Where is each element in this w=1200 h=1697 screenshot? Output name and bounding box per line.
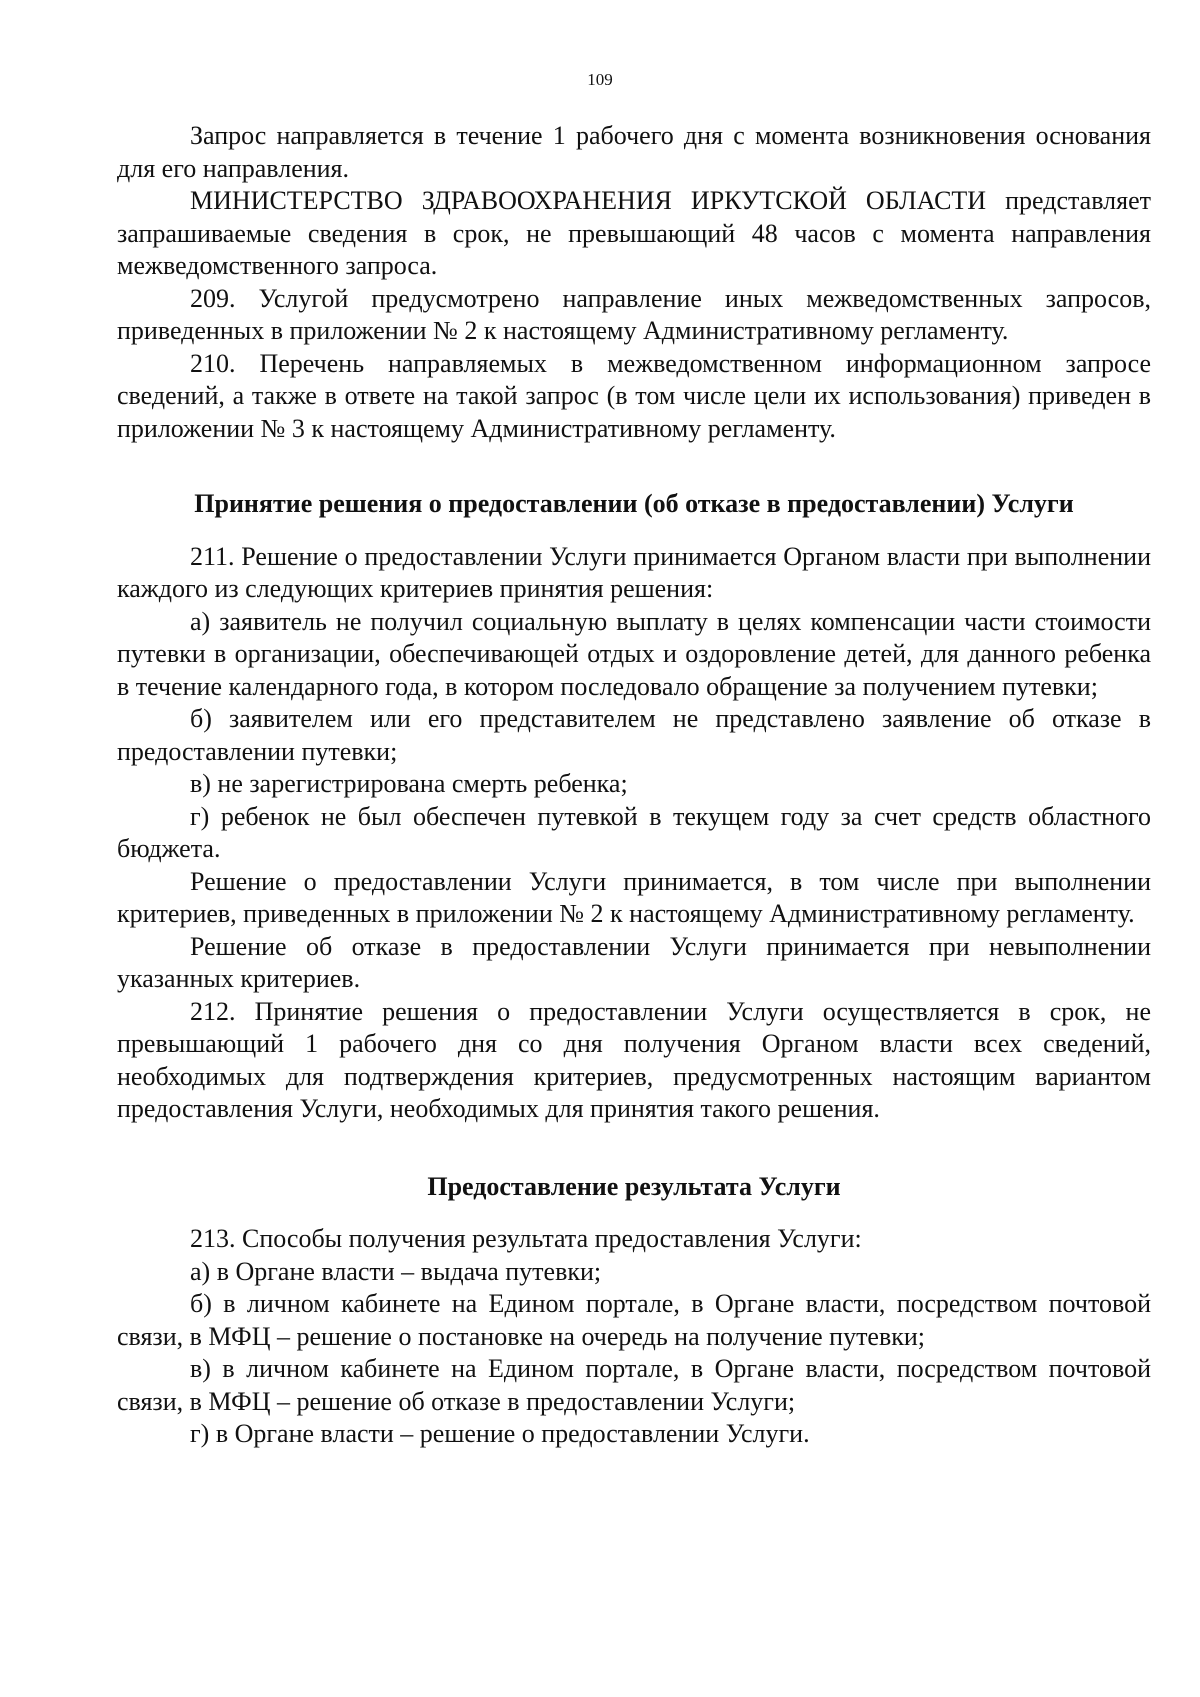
- section-heading: Принятие решения о предоставлении (об отказе в предоставлении) Услуги: [194, 489, 1074, 518]
- paragraph: а) в Органе власти – выдача путевки;: [190, 1256, 602, 1286]
- paragraph: г) ребенок не был обеспечен путевкой в текущем году за счет средств областного бюджета.: [117, 801, 1151, 863]
- spacer: [117, 521, 1151, 541]
- spacer: [117, 1126, 1151, 1171]
- paragraph: Решение о предоставлении Услуги принимается, в том числе при выполнении критериев, приведенных в приложении № 2 к настоящему Административному регламенту.: [117, 866, 1151, 928]
- paragraph: Решение об отказе в предоставлении Услуги принимается при невыполнении указанных критериев.: [117, 931, 1151, 993]
- paragraph: Запрос направляется в течение 1 рабочего дня с момента возникновения основания для его направления.: [117, 121, 1151, 183]
- paragraph: в) в личном кабинете на Едином портале, в Органе власти, посредством почтовой связи, в МФЦ – решение об отказе в предоставлении Услуги;: [117, 1354, 1151, 1416]
- page-number: 109: [587, 70, 613, 89]
- paragraph: б) заявителем или его представителем не представлено заявление об отказе в предоставлении путевки;: [117, 704, 1151, 766]
- paragraph: МИНИСТЕРСТВО ЗДРАВООХРАНЕНИЯ ИРКУТСКОЙ ОБЛАСТИ представляет запрашиваемые сведения в срок, не превышающий 48 часов с момента направления межведомственного запроса.: [117, 186, 1151, 280]
- paragraph: б) в личном кабинете на Едином портале, в Органе власти, посредством почтовой связи, в МФЦ – решение о постановке на очередь на получение путевки;: [117, 1289, 1151, 1351]
- paragraph: в) не зарегистрирована смерть ребенка;: [190, 769, 628, 798]
- spacer: [117, 445, 1151, 488]
- paragraph: а) заявитель не получил социальную выплату в целях компенсации части стоимости путевки в организации, обеспечивающей отдых и оздоровление детей, для данного ребенка в течение календарного года, в котором последовало обращение за получением путевки;: [117, 606, 1151, 701]
- spacer: [117, 1203, 1151, 1223]
- paragraph: 210. Перечень направляемых в межведомственном информационном запросе сведений, а также в ответе на такой запрос (в том числе цели их использования) приведен в приложении № 3 к настоящему Административному регламенту.: [117, 348, 1151, 443]
- paragraph: 211. Решение о предоставлении Услуги принимается Органом власти при выполнении каждого из следующих критериев принятия решения:: [117, 541, 1151, 603]
- paragraph: 209. Услугой предусмотрено направление иных межведомственных запросов, приведенных в приложении № 2 к настоящему Административному регламенту.: [117, 283, 1151, 345]
- paragraph: 213. Способы получения результата предоставления Услуги:: [190, 1224, 862, 1253]
- document-body: [117, 120, 1151, 1451]
- paragraph: г) в Органе власти – решение о предоставлении Услуги.: [190, 1419, 810, 1448]
- section-heading: Предоставление результата Услуги: [427, 1171, 841, 1201]
- paragraph: 212. Принятие решения о предоставлении Услуги осуществляется в срок, не превышающий 1 рабочего дня со дня получения Органом власти всех сведений, необходимых для подтверждения критериев, предусмотренных настоящим вариантом предоставления Услуги, необходимых для принятия такого решения.: [117, 996, 1151, 1123]
